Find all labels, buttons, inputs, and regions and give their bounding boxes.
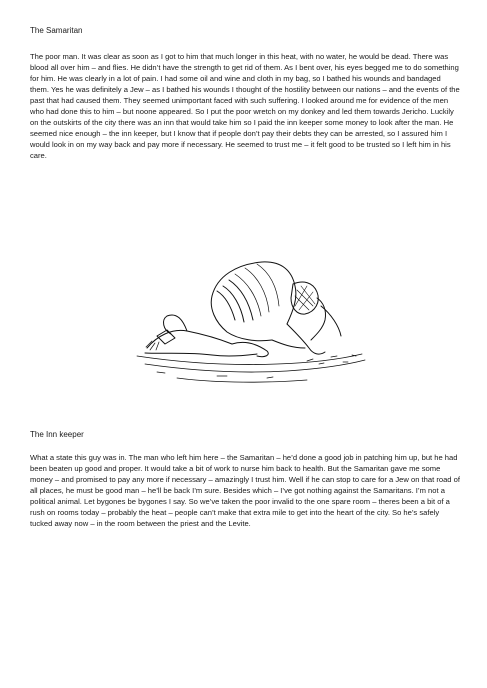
samaritan-paragraph: The poor man. It was clear as soon as I got to him that much longer in this heat, with no water, he would be dead. There was blood all over him – and flies. He didn’t have the strength to get rid of them. As I bent over, his eyes begged me to do something for him. He was clearly in a lot of pain. I had some oil and wine and cloth in my bag, so I bathed his wounds and bandaged them. Yes he was definitely a Jew – as I bathed his wounds I thought of the hostility between our nations – and the events of the past that had caused them. They seemed unimportant faced with such suffering. I looked around me for evidence of the men who had done this to him – but noone appeared. So I put the poor wretch on my donkey and led them towards Jericho. Luckily on the outskirts of the city there was an inn that would take him so I paid the inn keeper some money to look after the man. He seemed nice enough – the inn keeper, but I know that if people don’t pay their debts they can be arrested, so I assured him I would look in on my way back and pay more if necessary. He seemed to trust me – it felt good to be trusted so I left him in his care. xyxy=(30,52,460,160)
wounded-man-figure xyxy=(145,315,268,357)
inn-keeper-paragraph: What a state this guy was in. The man who left him here – the Samaritan – he’d done a good job in patching him up, but he had been beaten up good and proper. It would take a bit of work to nurse him back to health. But the Samaritan gave me some money – and promised to pay any more if necessary – amazingly I trust him. Well if he can stop to care for a Jew on that road of all places, he must be good man – he’ll be back I’m sure. Besides which – I’ve got nothing against the Samaritans. I’m not a political animal. Let bygones be bygones I say. So we’ve taken the poor invalid to the one spare room – theres been a bit of a rush on rooms today – probably the heat – people can’t make that extra mile to get into the heart of the city. So he’s safely tucked away now – in the room between the priest and the Levite. xyxy=(30,453,460,528)
ground-scribbles xyxy=(137,354,365,382)
samaritan-figure xyxy=(211,262,341,354)
section-heading-inn-keeper: The Inn keeper xyxy=(30,430,84,439)
samaritan-sketch-illustration xyxy=(117,236,377,396)
section-heading-samaritan: The Samaritan xyxy=(30,26,83,35)
